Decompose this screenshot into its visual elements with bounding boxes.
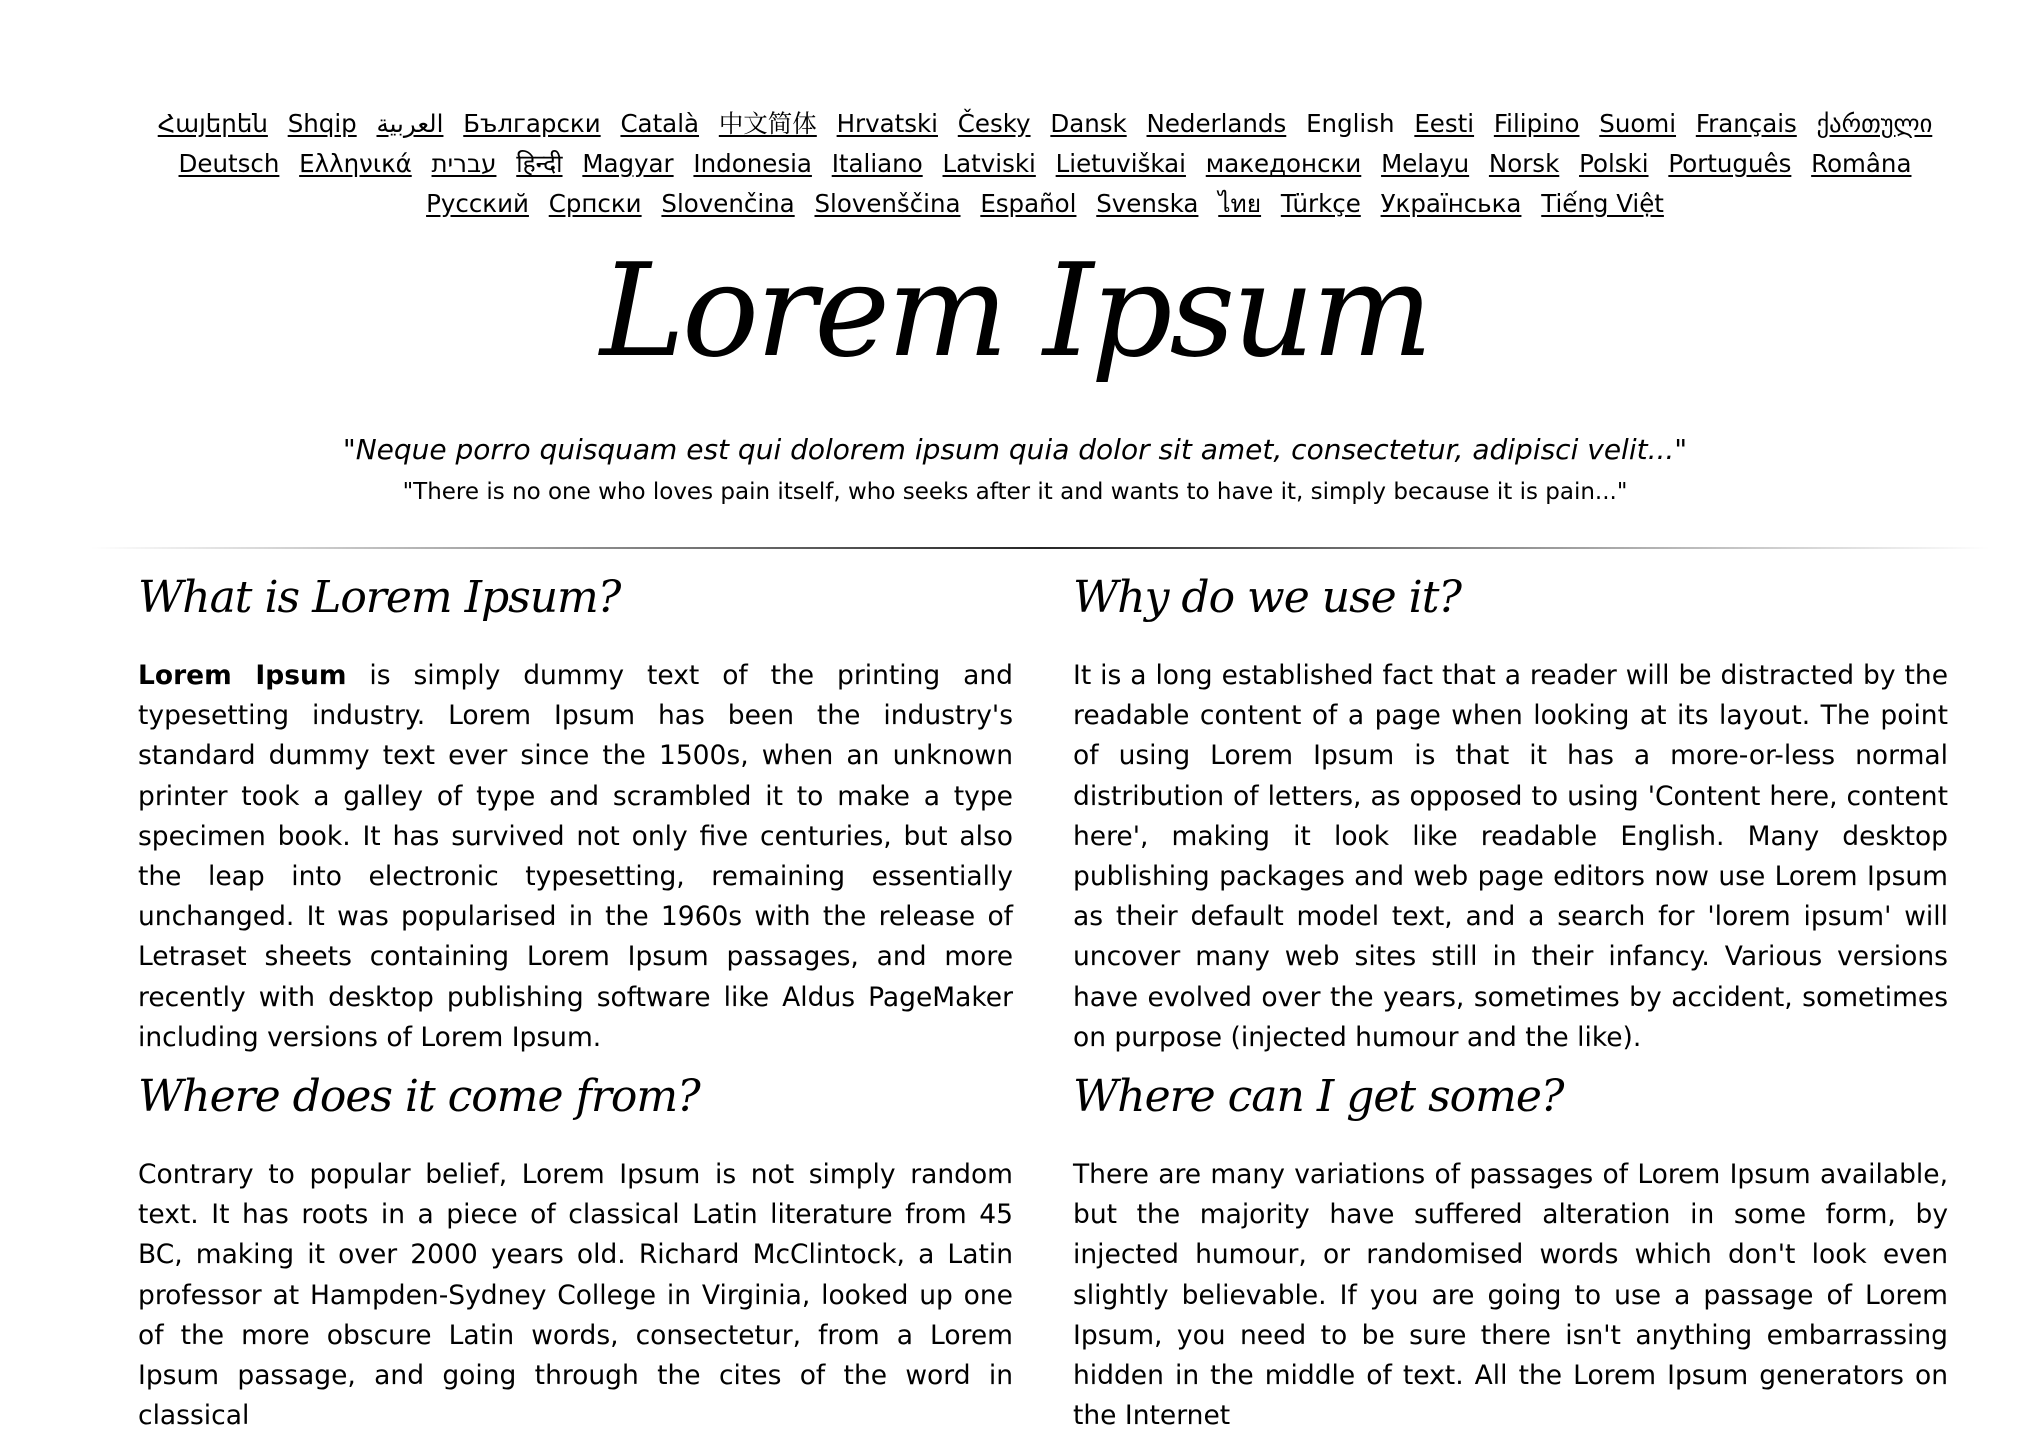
language-link[interactable]: Tiếng Việt xyxy=(1541,189,1664,218)
section-body: There are many variations of passages of Lorem Ipsum available, but the majority have suffered alteration in some form, by injected humour, or randomised words which don't look even slightly believable. If you are going to use a passage of Lorem Ipsum, you need to be sure there isn't anything embarrassing hidden in the middle of text. All the Lorem Ipsum generators on the Internet xyxy=(1073,1159,1948,1432)
language-link[interactable]: Polski xyxy=(1579,149,1649,178)
language-link[interactable]: Hrvatski xyxy=(836,109,938,138)
language-link[interactable]: Melayu xyxy=(1381,149,1470,178)
language-link[interactable]: Dansk xyxy=(1050,109,1127,138)
language-link[interactable]: Suomi xyxy=(1599,109,1677,138)
language-current: English xyxy=(1306,109,1395,138)
bold-lead: Lorem Ipsum xyxy=(138,660,347,691)
section-where-get xyxy=(1073,1067,1948,1436)
language-link[interactable]: Filipino xyxy=(1493,109,1580,138)
section-why-use xyxy=(1073,568,1948,1058)
language-link[interactable]: Lietuviškai xyxy=(1055,149,1186,178)
language-link[interactable]: Español xyxy=(980,189,1077,218)
language-link[interactable]: हिन्दी xyxy=(516,149,563,178)
language-link[interactable]: ไทย xyxy=(1218,189,1262,218)
language-link[interactable]: Հայերեն xyxy=(157,109,268,138)
language-link[interactable]: Svenska xyxy=(1096,189,1199,218)
language-link[interactable]: Türkçe xyxy=(1280,189,1361,218)
section-body: Contrary to popular belief, Lorem Ipsum is not simply random text. It has roots in a piece of classical Latin literature from 45 BC, making it over 2000 years old. Richard McClintock, a Latin professor at Hampden-Sydney College in Virginia, looked up one of the more obscure Latin words, consectetur, from a Lorem Ipsum passage, and going through the cites of the word in classical xyxy=(138,1159,1013,1432)
language-link[interactable]: ქართული xyxy=(1816,109,1933,138)
page-title: Lorem Ipsum xyxy=(599,237,1431,386)
section-body xyxy=(138,656,1013,1058)
language-bar xyxy=(120,104,1970,224)
language-link[interactable]: 中文简体 xyxy=(718,109,817,138)
section-heading: What is Lorem Ipsum? xyxy=(138,572,621,623)
language-link[interactable]: Norsk xyxy=(1488,149,1560,178)
section-heading: Where does it come from? xyxy=(138,1071,700,1122)
latin-quote: "Neque porro quisquam est qui dolorem ipsum quia dolor sit amet, consectetur, adipisci velit..." xyxy=(342,433,1688,466)
language-link[interactable]: Français xyxy=(1695,109,1797,138)
english-quote: "There is no one who loves pain itself, who seeks after it and wants to have it, simply because it is pain..." xyxy=(402,479,1628,505)
language-link[interactable]: العربية xyxy=(376,109,444,138)
section-where-from xyxy=(138,1067,1013,1436)
language-link[interactable]: Српски xyxy=(548,189,642,218)
language-link[interactable]: Български xyxy=(463,109,601,138)
language-link[interactable]: Shqip xyxy=(287,109,357,138)
language-link[interactable]: македонски xyxy=(1205,149,1362,178)
language-link[interactable]: Slovenščina xyxy=(814,189,961,218)
language-link[interactable]: Русский xyxy=(426,189,529,218)
language-link[interactable]: Nederlands xyxy=(1146,109,1287,138)
language-link[interactable]: Latviski xyxy=(942,149,1036,178)
language-link[interactable]: Indonesia xyxy=(693,149,812,178)
language-link[interactable]: Português xyxy=(1668,149,1792,178)
section-heading: Where can I get some? xyxy=(1073,1071,1564,1122)
section-body: It is a long established fact that a reader will be distracted by the readable content of a page when looking at its layout. The point of using Lorem Ipsum is that it has a more-or-less normal distribution of letters, as opposed to using 'Content here, content here', making it look like readable English. Many desktop publishing packages and web page editors now use Lorem Ipsum as their default model text, and a search for 'lorem ipsum' will uncover many web sites still in their infancy. Various versions have evolved over the years, sometimes by accident, sometimes on purpose (injected humour and the like). xyxy=(1073,660,1948,1053)
language-link[interactable]: Українська xyxy=(1380,189,1522,218)
language-link[interactable]: Româna xyxy=(1811,149,1912,178)
language-link[interactable]: Magyar xyxy=(582,149,674,178)
language-link[interactable]: Česky xyxy=(957,109,1031,138)
language-link[interactable]: Ελληνικά xyxy=(299,149,412,178)
body-text: is simply dummy text of the printing and typesetting industry. Lorem Ipsum has been the industry's standard dummy text ever since the 1500s, when an unknown printer took a galley of type and scrambled it to make a type specimen book. It has survived not only five centuries, but also the leap into electronic typesetting, remaining essentially unchanged. It was popularised in the 1960s with the release of Letraset sheets containing Lorem Ipsum passages, and more recently with desktop publishing software like Aldus PageMaker including versions of Lorem Ipsum. xyxy=(138,660,1013,1053)
language-link[interactable]: עברית xyxy=(431,149,497,178)
language-link[interactable]: Eesti xyxy=(1414,109,1475,138)
language-link[interactable]: Italiano xyxy=(831,149,923,178)
section-heading: Why do we use it? xyxy=(1073,572,1462,623)
divider xyxy=(90,547,1990,549)
language-link[interactable]: Deutsch xyxy=(178,149,280,178)
section-what-is xyxy=(138,568,1013,1058)
language-link[interactable]: Slovenčina xyxy=(661,189,795,218)
language-link[interactable]: Català xyxy=(620,109,700,138)
